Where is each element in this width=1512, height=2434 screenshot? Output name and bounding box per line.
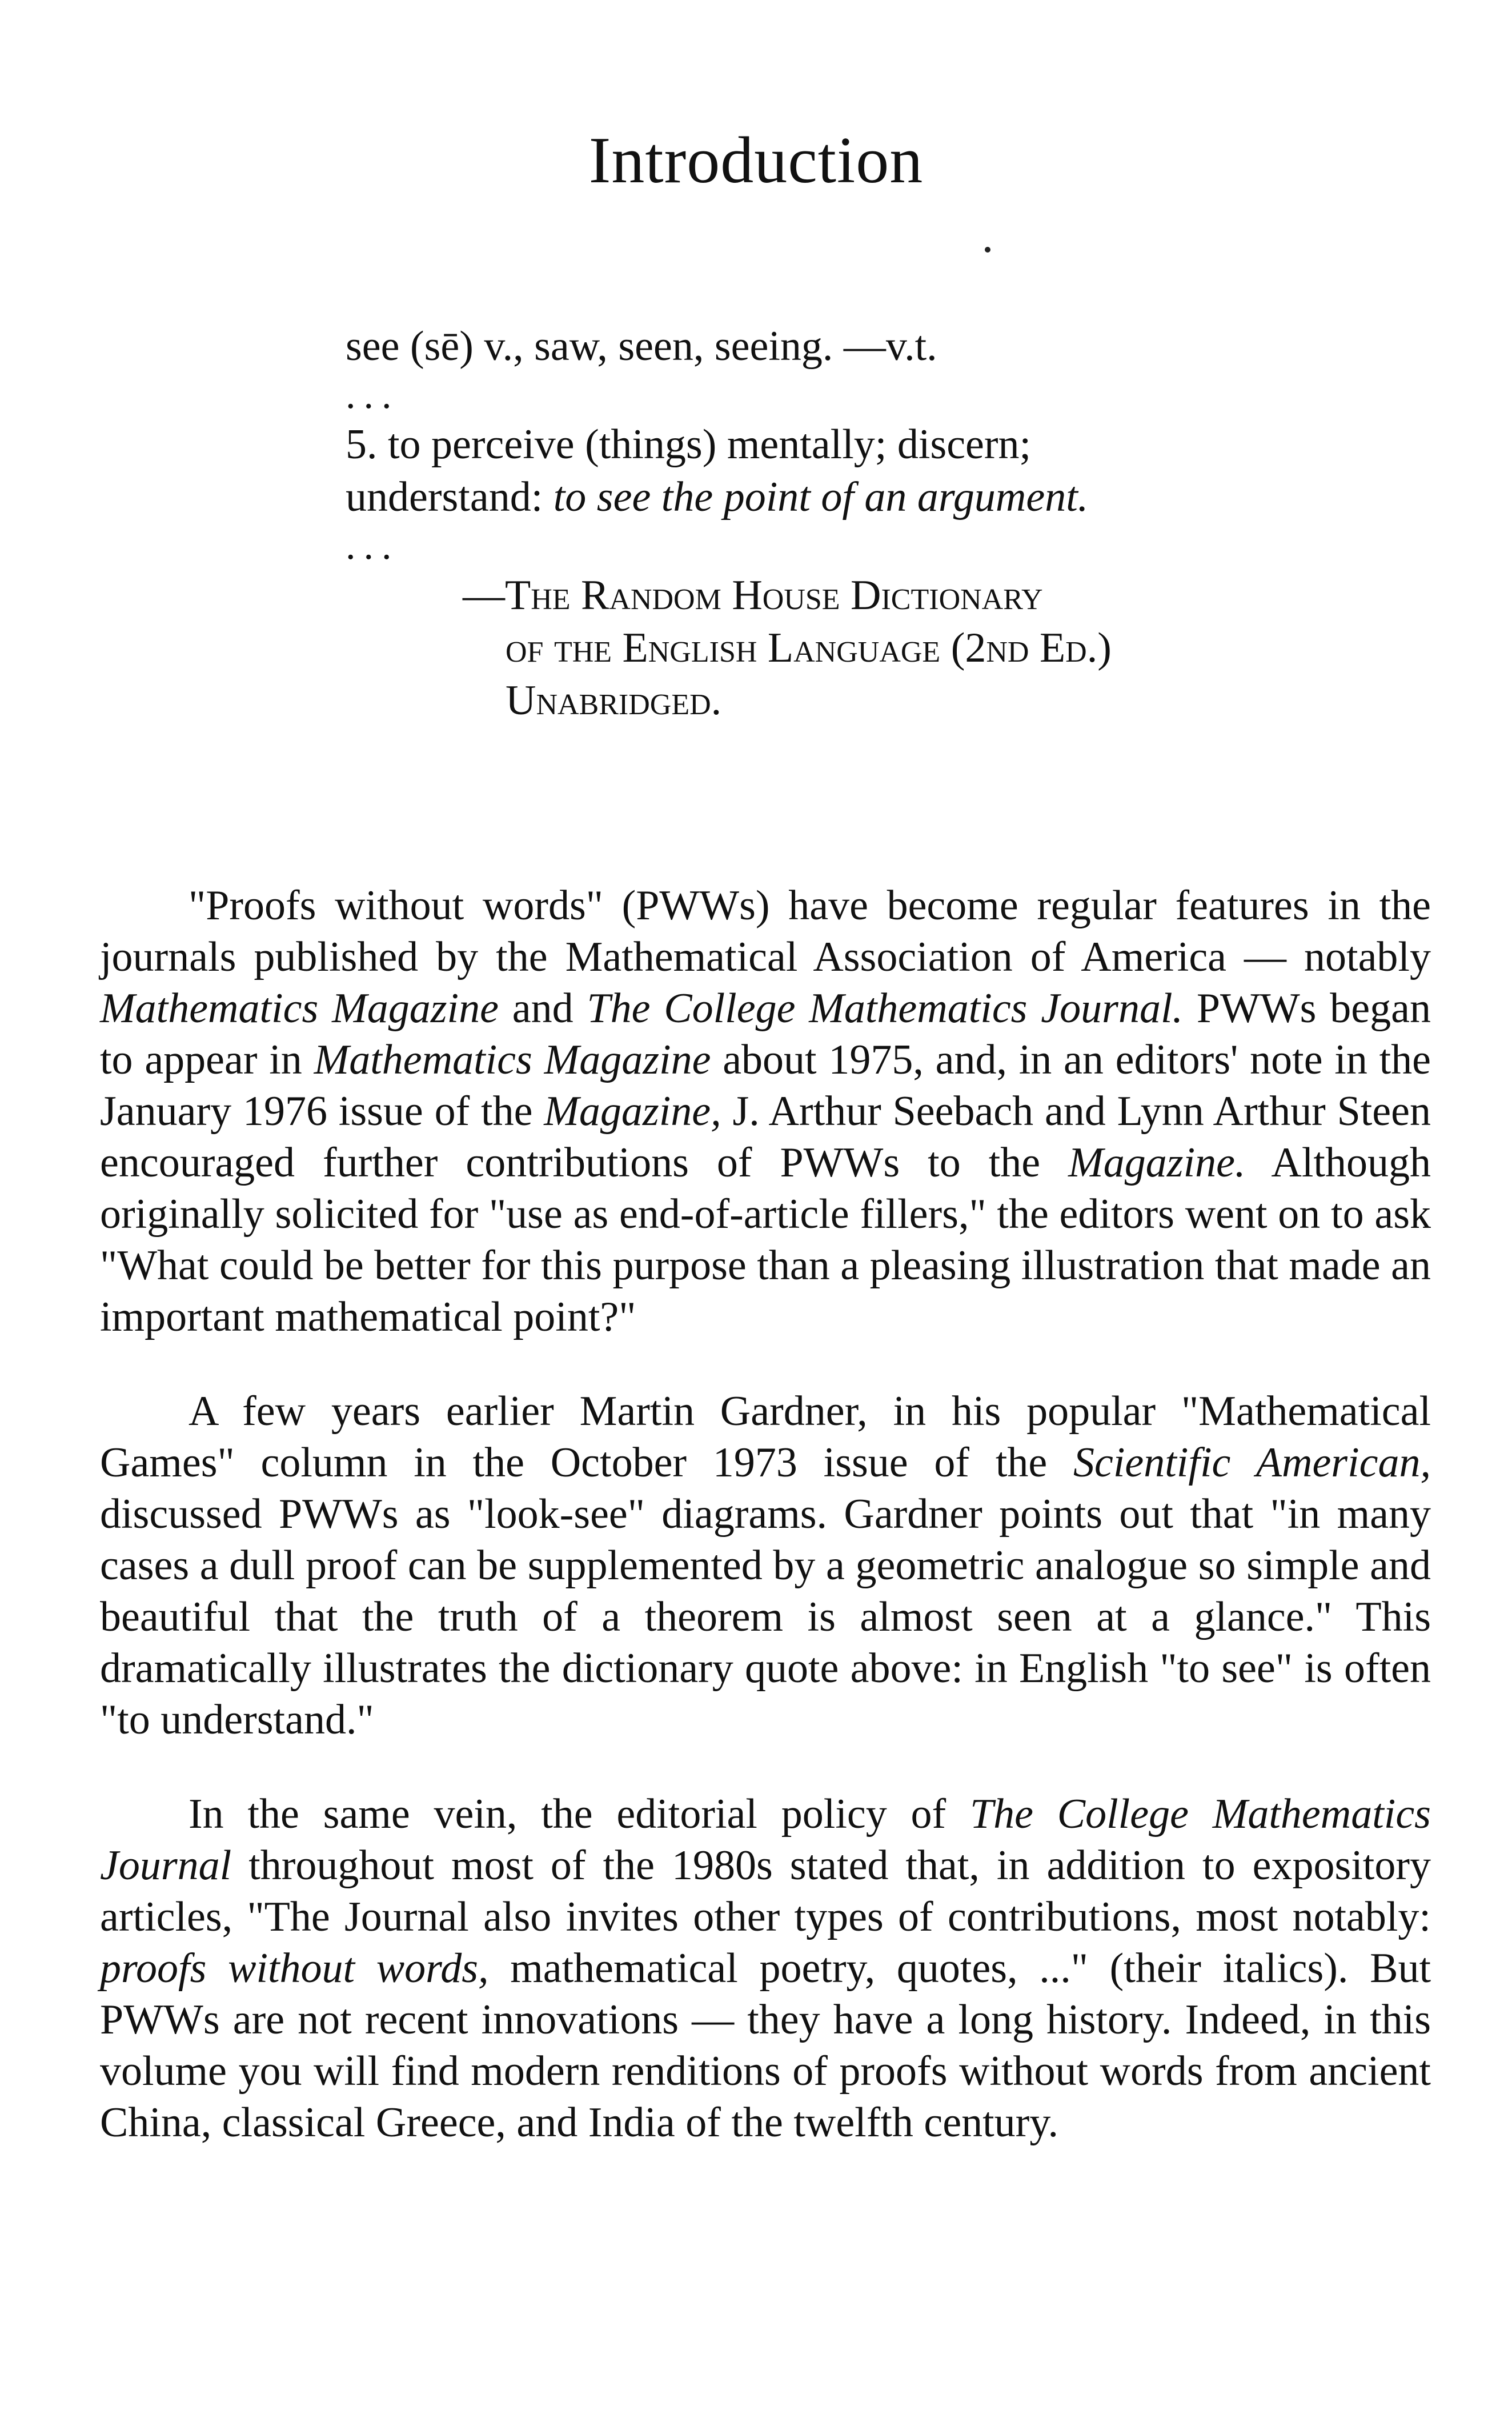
- text-run: discussed PWWs as "look-see" diagrams. Gardner points out that "in many cases a dull proof can be supplemented by a geometric analogue so simple and beautiful that the truth of a theorem is almost seen at a glance." This dramatically illustrates the dictionary quote above: in English "to see" is often "to understand.": [100, 1491, 1431, 1743]
- definition-line-2: [346, 471, 1260, 523]
- attribution-line: —The Random House Dictionary: [463, 572, 1043, 619]
- text-run: "Proofs without words" (PWWs) have become regular features in the journals published by the Mathematical Association of America — notably: [100, 882, 1431, 980]
- paragraph: [100, 880, 1431, 1343]
- journal-title: Scientific American,: [1073, 1439, 1431, 1486]
- definition-line-1: 5. to perceive (things) mentally; discern;: [346, 421, 1032, 468]
- journal-title: Magazine,: [544, 1088, 721, 1135]
- ellipsis: ...: [346, 373, 400, 417]
- definition-text: understand:: [346, 474, 554, 521]
- journal-title: The College Mathematics Journal: [100, 1791, 1431, 1889]
- definition-example: to see the point of an argument.: [553, 474, 1089, 521]
- epigraph: [346, 320, 1260, 727]
- journal-title: Mathematics Magazine: [314, 1036, 711, 1083]
- text-run: PWWs began to appear in: [100, 985, 1431, 1083]
- text-run: mathematical poetry, quotes, ..." (their italics). But PWWs are not recent innovations — they have a long history. Indeed, in this volume you will find modern renditions of proofs without words from ancient China, classical Greece, and India of the twelfth century.: [100, 1945, 1431, 2146]
- attribution-line: of the English Language (2nd Ed.): [506, 624, 1112, 671]
- page-title: Introduction: [588, 124, 924, 197]
- text-run: Although originally solicited for "use as end-of-article fillers," the editors went on to ask "What could be better for this purpose than a pleasing illustration that made an important mathematical point?": [100, 1139, 1431, 1340]
- text-run: A few years earlier Martin Gardner, in his popular "Mathematical Games" column in the October 1973 issue of the: [100, 1388, 1431, 1486]
- attribution-line: Unabridged.: [506, 677, 722, 724]
- text-run: about 1975, and, in an editors' note in the January 1976 issue of the: [100, 1036, 1431, 1135]
- paragraph: [100, 1386, 1431, 1746]
- emphasis: proofs without words,: [100, 1945, 489, 1992]
- attribution: [463, 569, 1260, 727]
- journal-title: The College Mathematics Journal.: [587, 985, 1184, 1032]
- text-run: and: [498, 985, 587, 1032]
- text-run: J. Arthur Seebach and Lynn Arthur Steen encouraged further contributions of PWWs to the: [100, 1088, 1431, 1186]
- stray-mark: [985, 247, 990, 253]
- paragraph: [100, 1788, 1431, 2148]
- body-text: [100, 880, 1431, 2191]
- journal-title: Magazine.: [1068, 1139, 1246, 1186]
- dictionary-entry: see (sē) v., saw, seen, seeing. —v.t.: [346, 323, 937, 370]
- text-run: throughout most of the 1980s stated that, in addition to expository articles, "The Journal also invites other types of contributions, most notably:: [100, 1842, 1431, 1940]
- journal-title: Mathematics Magazine: [100, 985, 499, 1032]
- ellipsis: ...: [346, 524, 400, 568]
- text-run: In the same vein, the editorial policy of: [189, 1791, 970, 1837]
